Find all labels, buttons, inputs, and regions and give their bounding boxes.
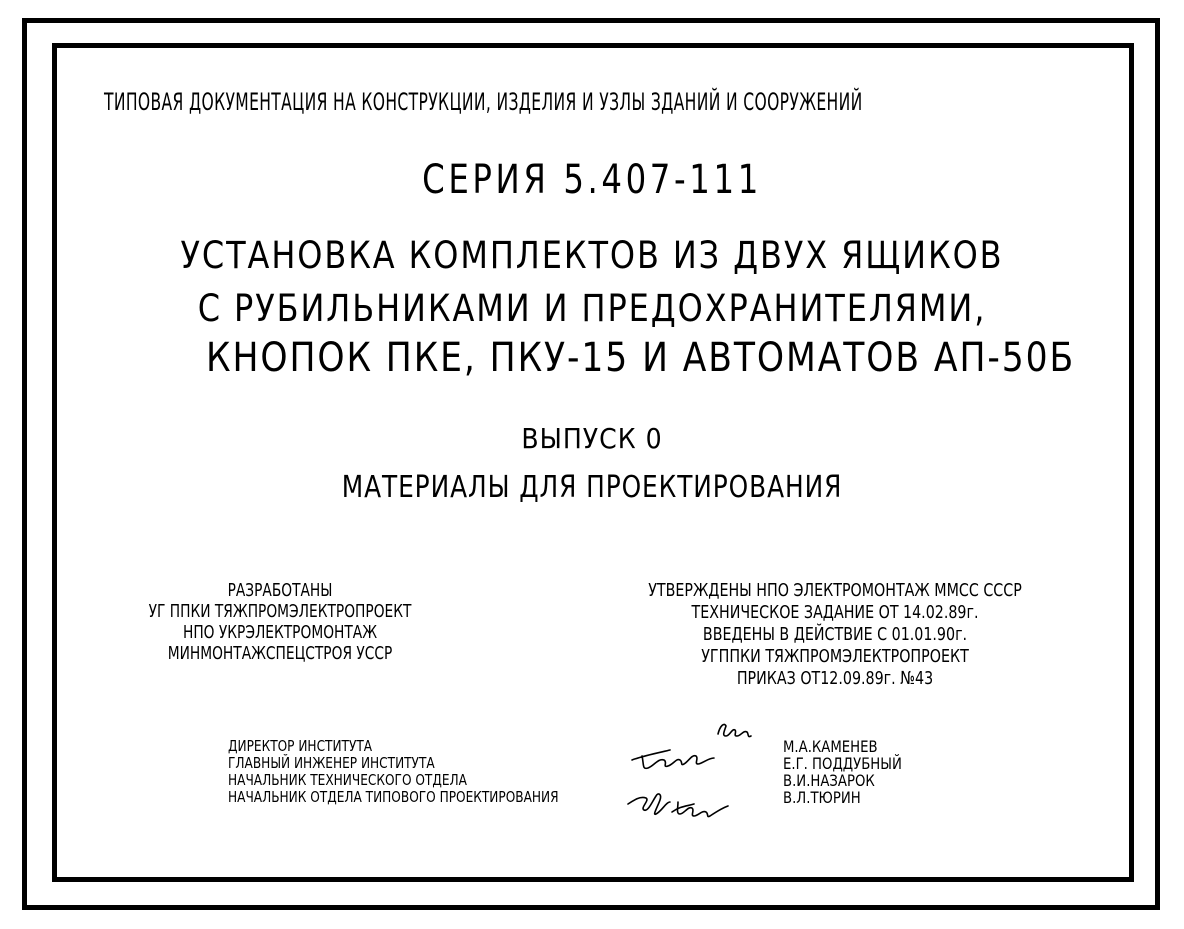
name-nazarok: В.И.НАЗАРОК — [783, 771, 875, 790]
approved-line: УТВЕРЖДЕНЫ НПО ЭЛЕКТРОМОНТАЖ ММСС СССР — [648, 580, 1022, 601]
position-head-technical: НАЧАЛЬНИК ТЕХНИЧЕСКОГО ОТДЕЛА — [228, 771, 467, 789]
developed-line: УГ ППКИ ТЯЖПРОМЭЛЕКТРОПРОЕКТ — [148, 601, 412, 622]
developed-line: НПО УКРЭЛЕКТРОМОНТАЖ — [182, 622, 378, 643]
position-head-typical-design: НАЧАЛЬНИК ОТДЕЛА ТИПОВОГО ПРОЕКТИРОВАНИЯ — [228, 788, 559, 806]
signature-director — [718, 724, 751, 736]
signature-head-typical-design — [672, 802, 728, 817]
approved-line: ВВЕДЕНЫ В ДЕЙСТВИЕ С 01.01.90г. — [702, 624, 968, 645]
materials-label: МАТЕРИАЛЫ ДЛЯ ПРОЕКТИРОВАНИЯ — [341, 470, 843, 505]
developed-block — [127, 580, 433, 664]
approved-block — [611, 580, 1060, 690]
position-chief-engineer: ГЛАВНЫЙ ИНЖЕНЕР ИНСТИТУТА — [228, 754, 435, 772]
positions-list — [228, 738, 559, 806]
position-director: ДИРЕКТОР ИНСТИТУТА — [228, 737, 373, 755]
approved-line: ТЕХНИЧЕСКОЕ ЗАДАНИЕ ОТ 14.02.89г. — [691, 602, 979, 623]
title-line-2: С РУБИЛЬНИКАМИ И ПРЕДОХРАНИТЕЛЯМИ, — [197, 287, 987, 330]
signature-chief-engineer — [632, 750, 714, 768]
signatures — [620, 712, 780, 824]
name-poddubny: Е.Г. ПОДДУБНЫЙ — [783, 754, 902, 773]
signature-head-technical — [628, 794, 670, 814]
title-line-3: КНОПОК ПКЕ, ПКУ-15 И АВТОМАТОВ АП-50Б — [206, 335, 1076, 381]
developed-line: РАЗРАБОТАНЫ — [227, 580, 333, 601]
series-title: СЕРИЯ 5.407-111 — [422, 157, 762, 203]
name-tyurin: В.Л.ТЮРИН — [783, 788, 861, 807]
approved-line: УГППКИ ТЯЖПРОМЭЛЕКТРОПРОЕКТ — [701, 646, 969, 667]
issue-label: ВЫПУСК 0 — [521, 422, 663, 455]
developed-line: МИНМОНТАЖСПЕЦСТРОЯ УССР — [167, 643, 393, 664]
name-kamenev: М.А.КАМЕНЕВ — [783, 737, 878, 756]
approved-line: ПРИКАЗ ОТ12.09.89г. №43 — [736, 668, 934, 689]
header: ТИПОВАЯ ДОКУМЕНТАЦИЯ НА КОНСТРУКЦИИ, ИЗДЕЛИЯ И УЗЛЫ ЗДАНИЙ И СООРУЖЕНИЙ — [104, 88, 863, 116]
names-list — [783, 738, 902, 806]
title-line-1: УСТАНОВКА КОМПЛЕКТОВ ИЗ ДВУХ ЯЩИКОВ — [180, 234, 1004, 277]
